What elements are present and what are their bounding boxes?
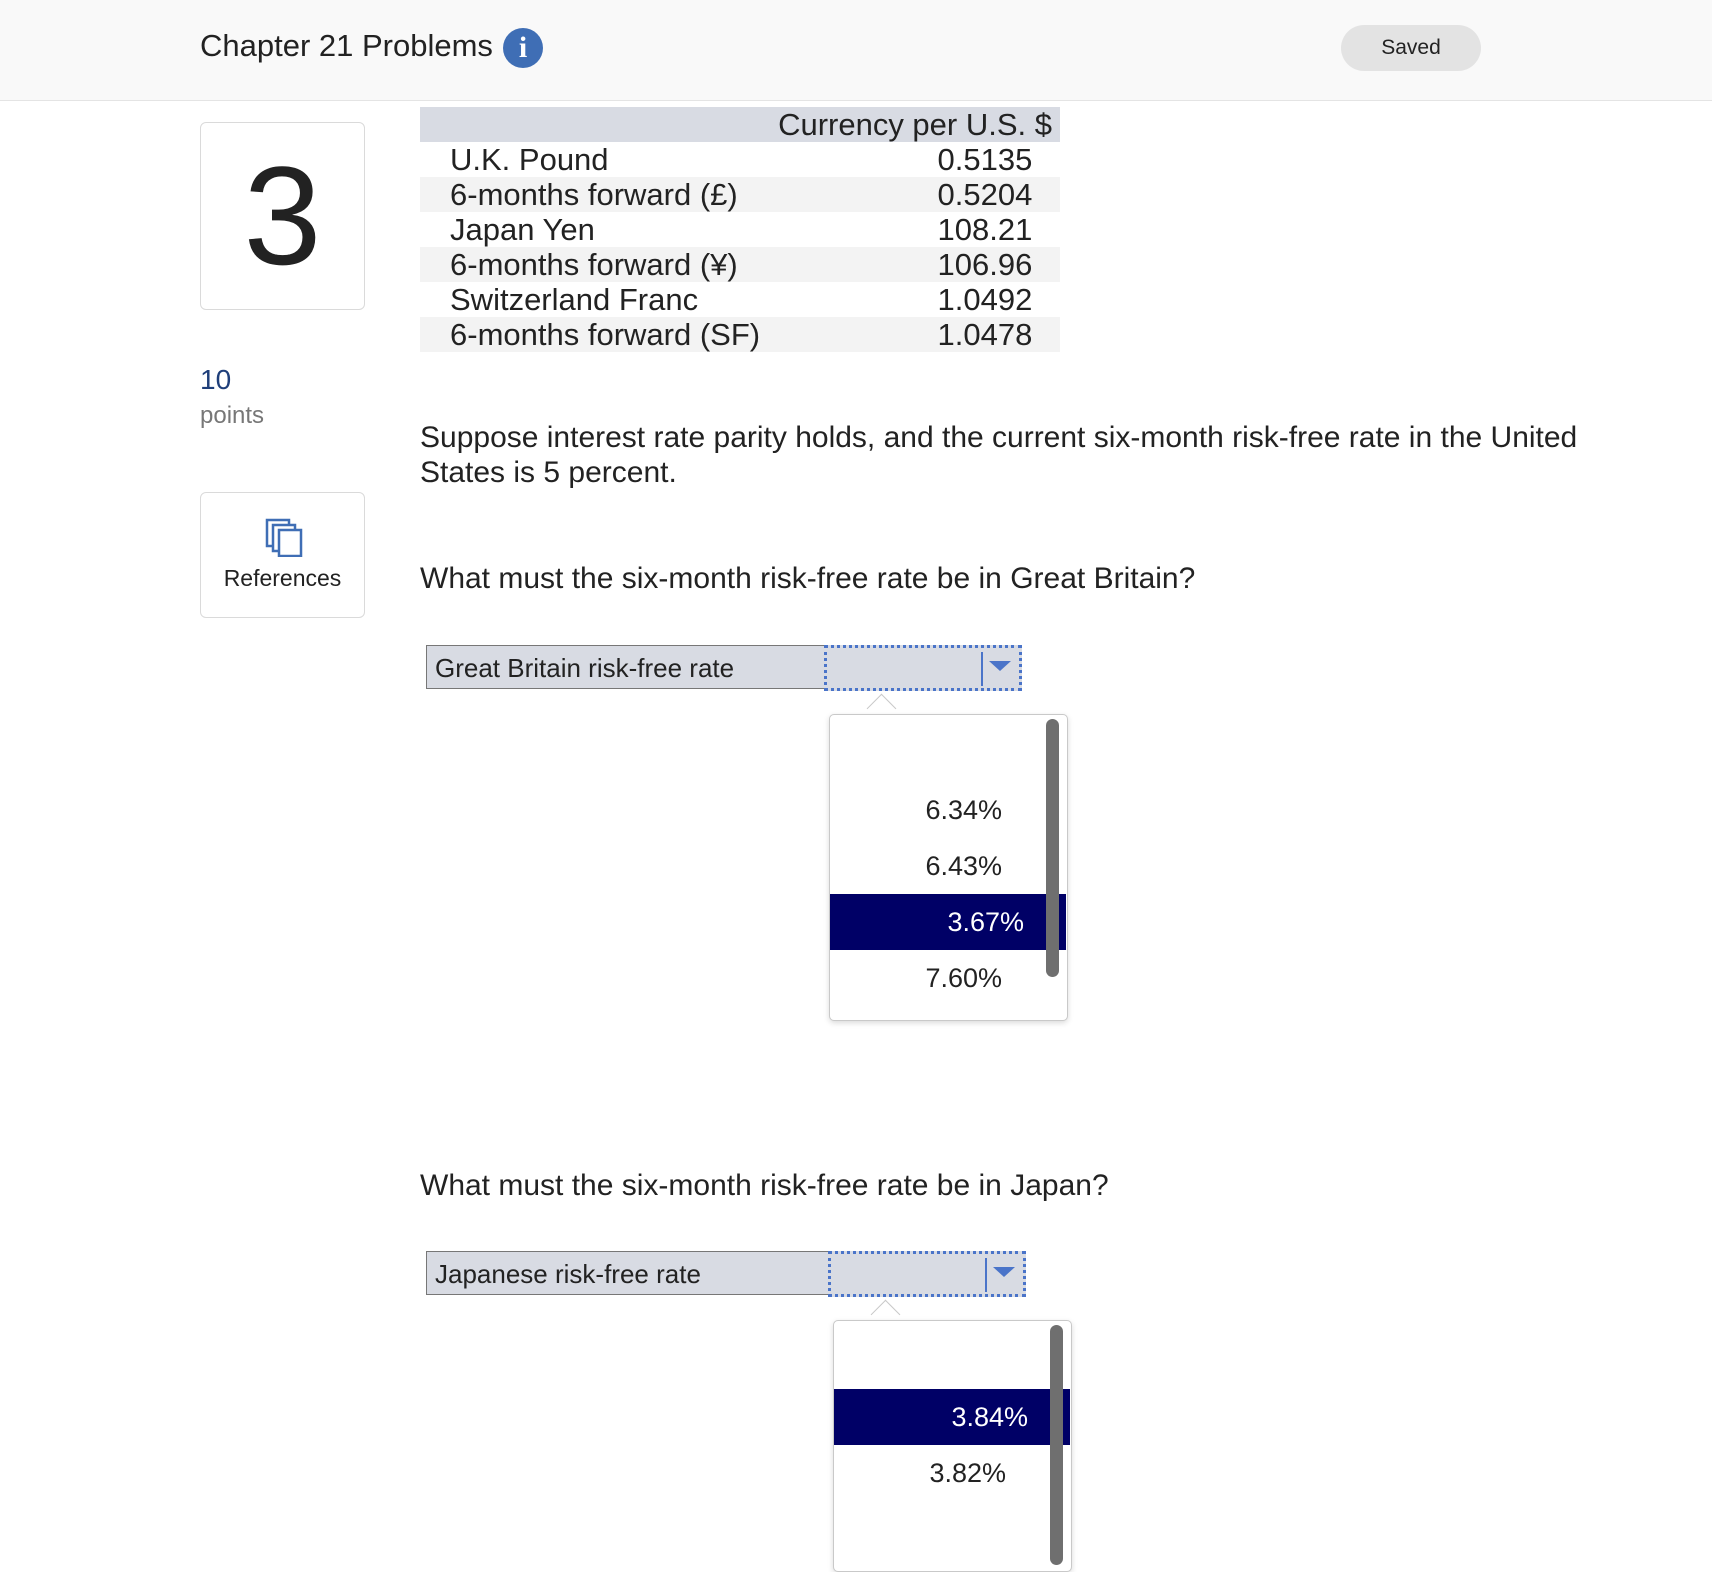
select-divider <box>985 1258 987 1292</box>
japan-rate-label: Japanese risk-free rate <box>426 1251 830 1295</box>
row-value: 0.5135 <box>937 142 1033 177</box>
table-row <box>420 317 1060 352</box>
table-row <box>420 142 1060 177</box>
table-row <box>420 247 1060 282</box>
copy-icon <box>264 517 304 557</box>
points-value: 10 <box>200 364 232 395</box>
question-britain: What must the six-month risk-free rate be in Great Britain? <box>420 562 1196 595</box>
question-number: 3 <box>200 122 365 310</box>
option-item-selected[interactable]: 3.67% <box>830 894 1066 950</box>
table-header-currency: Currency per U.S. $ <box>770 107 1060 142</box>
row-value: 1.0492 <box>937 282 1033 317</box>
chevron-down-icon[interactable] <box>993 1267 1015 1277</box>
option-item[interactable]: 7.60% <box>925 963 1002 993</box>
row-label: 6-months forward (£) <box>420 177 770 212</box>
option-item[interactable]: 6.43% <box>925 851 1002 881</box>
option-item[interactable]: 3.82% <box>929 1458 1006 1488</box>
intro-line-1: Suppose interest rate parity holds, and the current six-month risk-free rate in the United <box>420 421 1578 454</box>
scrollbar[interactable] <box>1046 719 1059 977</box>
japan-rate-row <box>426 1251 1022 1297</box>
row-label: 6-months forward (SF) <box>420 317 770 352</box>
intro-line-2: States is 5 percent. <box>420 456 677 489</box>
row-label: Switzerland Franc <box>450 282 699 317</box>
top-bar <box>0 0 1712 101</box>
references-label: References <box>223 565 342 591</box>
row-value: 1.0478 <box>770 317 1060 352</box>
britain-options-list[interactable] <box>829 714 1068 1021</box>
page-title: Chapter 21 Problems <box>200 28 493 63</box>
points-label: points <box>200 402 265 429</box>
row-value: 106.96 <box>770 247 1060 282</box>
row-value: 0.5204 <box>770 177 1060 212</box>
info-icon[interactable]: i <box>503 28 543 68</box>
japan-rate-select[interactable] <box>828 1251 1026 1297</box>
britain-rate-label: Great Britain risk-free rate <box>426 645 826 689</box>
row-label: U.K. Pound <box>450 142 609 177</box>
select-divider <box>981 652 983 686</box>
question-japan: What must the six-month risk-free rate be in Japan? <box>420 1169 1109 1202</box>
saved-status-button[interactable]: Saved <box>1341 25 1481 71</box>
table-row <box>420 212 1060 247</box>
row-value: 108.21 <box>937 212 1033 247</box>
option-item[interactable]: 6.34% <box>925 795 1002 825</box>
references-button[interactable] <box>200 492 365 618</box>
option-item-selected[interactable]: 3.84% <box>834 1389 1070 1445</box>
exchange-rate-table <box>420 107 1060 352</box>
chevron-down-icon[interactable] <box>989 661 1011 671</box>
scrollbar[interactable] <box>1050 1325 1063 1565</box>
table-row <box>420 177 1060 212</box>
britain-rate-row <box>426 645 1022 691</box>
row-label: 6-months forward (¥) <box>420 247 770 282</box>
table-row <box>420 282 1060 317</box>
japan-options-list[interactable] <box>833 1320 1072 1572</box>
table-header-empty <box>420 107 770 142</box>
britain-rate-select[interactable] <box>824 645 1022 691</box>
row-label: Japan Yen <box>450 212 595 247</box>
